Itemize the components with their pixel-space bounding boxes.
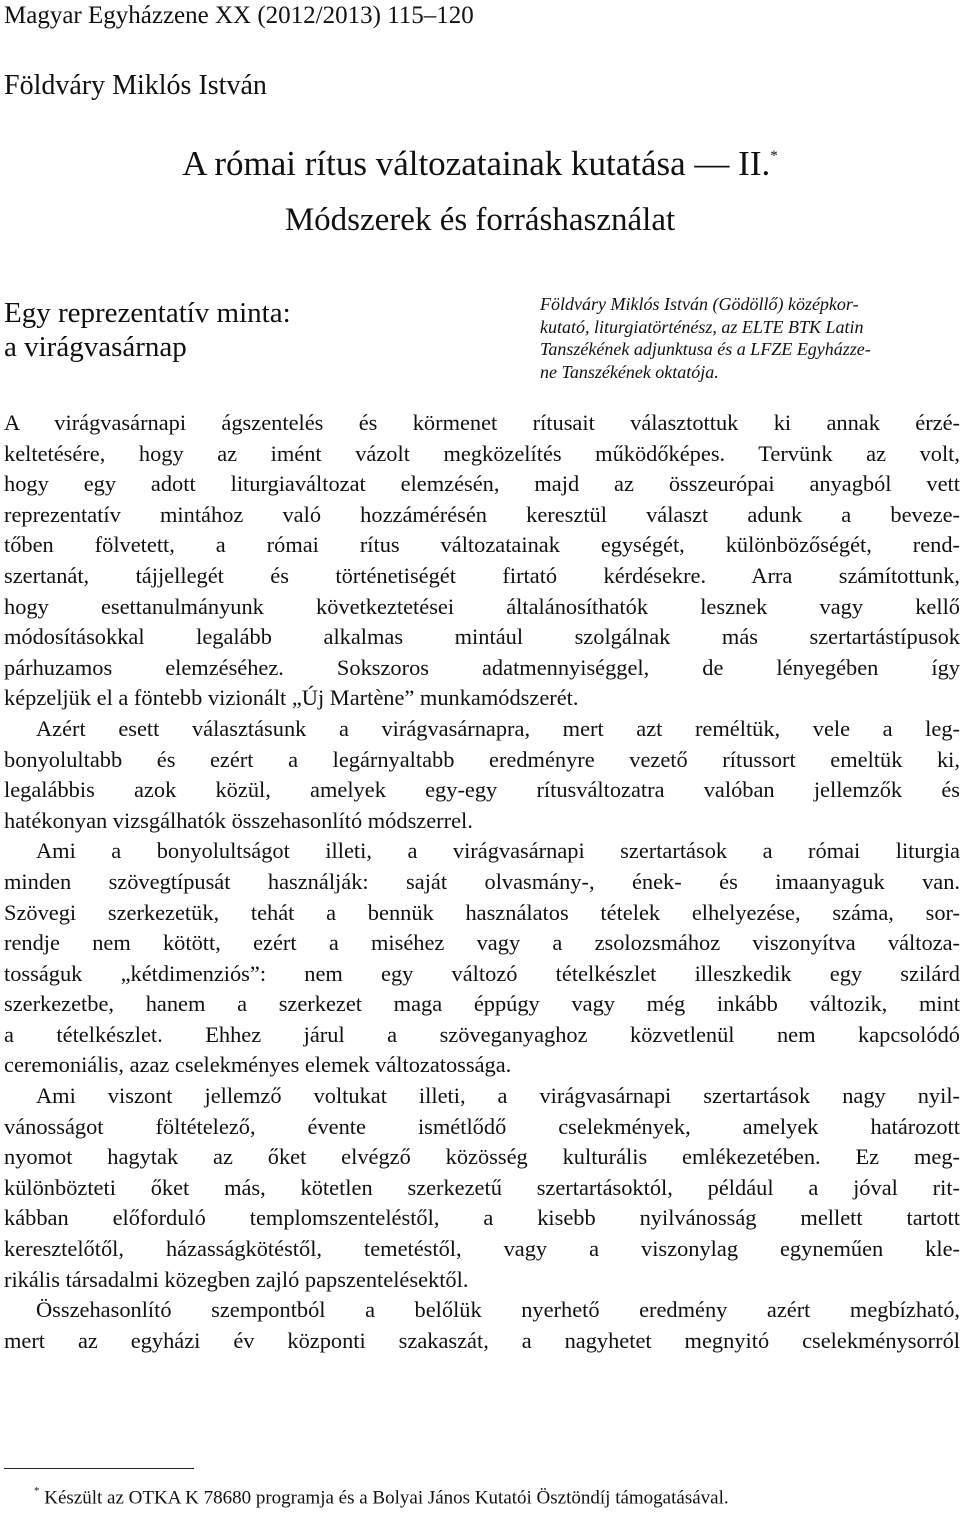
article-subtitle: Módszerek és forráshasználat [284,202,676,238]
text-line: párhuzamos elemzéséhez. Sokszoros adatmennyiséggel, de lényegében így [4,654,960,680]
section-heading [4,296,404,364]
text-line: szertanát, tájjellegét és történetiségét firtató kérdésekre. Arra számítottunk, [4,562,960,588]
footnote-divider [4,1468,194,1469]
text-line: Azért esett választásunk a virágvasárnapra, mert azt reméltük, vele a leg- [36,715,960,741]
text-line: hogy esettanulmányunk következtetései általánosíthatók lesznek vagy kellő [4,593,960,619]
text-line: nyomot hagytak az őket elvégző közösség kulturális emlékezetében. Ez meg- [4,1144,960,1170]
author-name: Földváry Miklós István [4,70,267,101]
text-line: Összehasonlító szempontból a belőlük nyerhető eredmény azért megbízható, [36,1297,960,1323]
author-bio [540,293,958,383]
text-line: különbözteti őket más, kötetlen szerkezetű szertartásoktól, például a jóval rit- [4,1174,960,1200]
bio-line: kutató, liturgiatörténész, az ELTE BTK Latin [540,316,864,337]
text-line: A virágvasárnapi ágszentelés és körmenet rítusait választottuk ki annak érzé- [4,410,960,435]
article-title-text: A római rítus változatainak kutatása — II. [182,144,771,183]
footnote-mark: * [34,1485,40,1497]
footnote-text: Készült az OTKA K 78680 programja és a Bolyai János Kutatói Ösztöndíj támogatásával. [44,1487,729,1509]
text-line: Szövegi szerkezetük, tehát a bennük használatos tételek elhelyezése, száma, sor- [4,899,960,925]
title-footnote-mark: * [770,148,778,164]
section-heading-line: a virágvasárnap [4,331,187,363]
bio-line: Tanszékének adjunktusa és a LFZE Egyházze- [540,339,871,359]
text-line: bonyolultabb és ezért a legárnyaltabb eredményre vezető rítussort emeltük ki, [4,746,960,772]
text-line: hogy egy adott liturgiaváltozat elemzésén, majd az összeurópai anyagból vett [4,471,960,497]
text-line: hatékonyan vizsgálhatók összehasonlító módszerrel. [4,807,473,833]
text-line: keresztelőtől, házasságkötéstől, temetéstől, vagy a viszonylag egyneműen kle- [4,1236,960,1262]
text-line: Ami a bonyolultságot illeti, a virágvasárnapi szertartások a római liturgia [36,838,960,864]
text-line: módosításokkal legalább alkalmas mintául szolgálnak más szertartástípusok [4,624,960,650]
footnote [34,1487,729,1509]
text-line: vánosságot föltételező, évente ismétlődő cselekmények, amelyek határozott [4,1113,960,1139]
text-line: tőben fölvetett, a római rítus változatainak egységét, különbözőségét, rend- [4,532,960,558]
text-line: kábban előforduló templomszenteléstől, a kisebb nyilvánosság mellett tartott [4,1205,960,1231]
section-heading-line: Egy reprezentatív minta: [4,297,291,329]
text-line: rendje nem kötött, ezért a miséhez vagy a zsolozsmához viszonyítva változa- [4,930,960,956]
text-line: Ami viszont jellemző voltukat illeti, a virágvasárnapi szertartások nagy nyil- [36,1083,960,1109]
text-line: ceremoniális, azaz cselekményes elemek változatossága. [4,1052,512,1078]
bio-line: Földváry Miklós István (Gödöllő) középkor- [540,294,859,314]
text-line: a tételkészlet. Ehhez járul a szöveganyaghoz közvetlenül nem kapcsolódó [4,1021,960,1047]
text-line: reprezentatív mintához való hozzámérésén keresztül választ adunk a beveze- [4,501,960,527]
text-line: képzeljük el a föntebb vizionált „Új Martène” munkamódszerét. [4,685,579,711]
body-text [4,408,960,1356]
text-line: minden szövegtípusát használják: saját olvasmány-, ének- és imaanyaguk van. [4,868,960,894]
text-line: tosságuk „kétdimenziós”: nem egy változó tételkészlet illeszkedik egy szilárd [4,960,960,986]
article-title [0,144,960,184]
text-line: rikális társadalmi közegben zajló papszentelésektől. [4,1266,469,1292]
journal-header: Magyar Egyházzene XX (2012/2013) 115–120 [4,2,474,29]
bio-line: ne Tanszékének oktatója. [540,361,719,382]
text-line: keltetésére, hogy az imént vázolt megközelítés működőképes. Tervünk az volt, [4,440,960,466]
text-line: mert az egyházi év központi szakaszát, a nagyhetet megnyitó cselekménysorról [4,1327,960,1353]
text-line: legalábbis azok közül, amelyek egy-egy rítusváltozatra valóban jellemzők és [4,777,960,803]
text-line: szerkezetbe, hanem a szerkezet maga éppúgy vagy még inkább változik, mint [4,991,960,1017]
